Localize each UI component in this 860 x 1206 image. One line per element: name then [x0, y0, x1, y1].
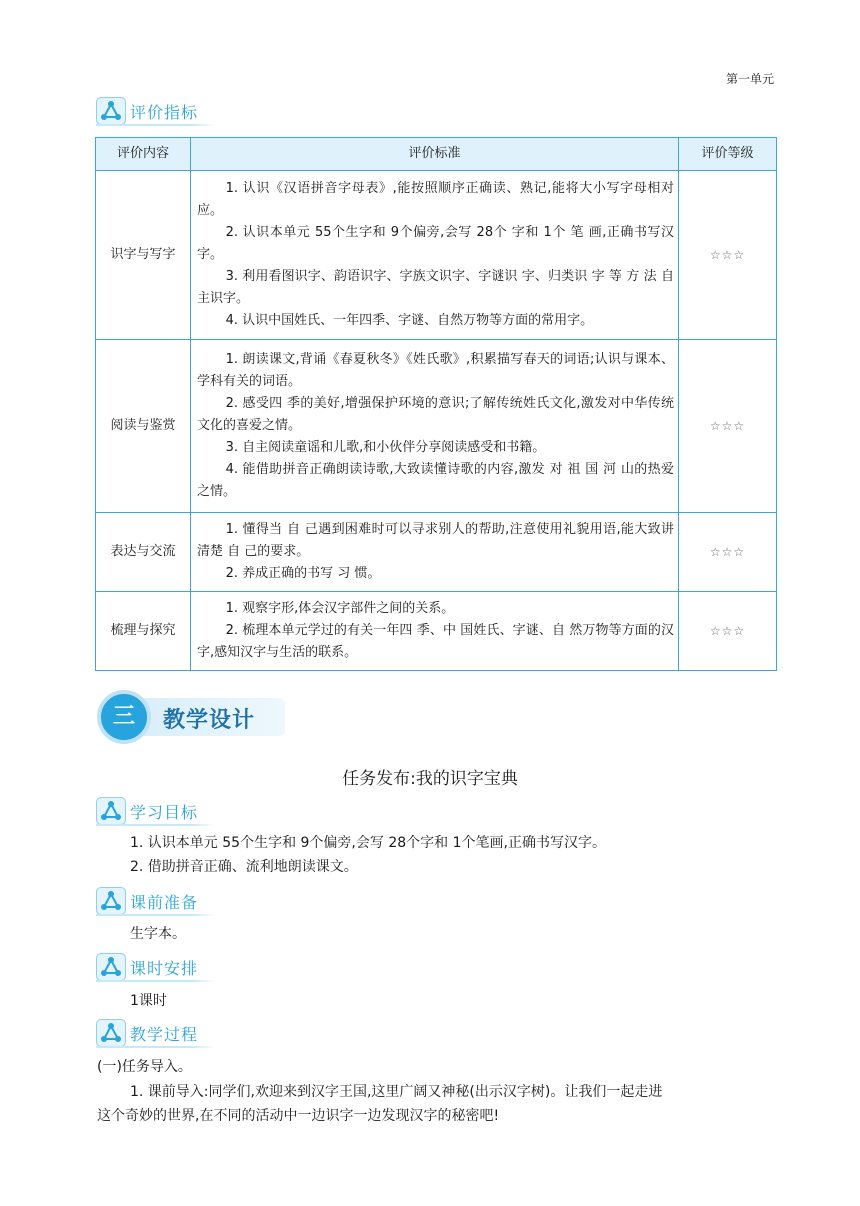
- heading-underline: [96, 824, 216, 826]
- col-header-content: 评价内容: [96, 138, 191, 171]
- hours-title: 课时安排: [130, 959, 199, 978]
- criterion: 2. 养成正确的书写 习 惯。: [225, 566, 381, 581]
- goal-item: 1. 认识本单元 55个生字和 9个偏旁,会写 28个字和 1个笔画,正确书写汉字。: [130, 835, 606, 851]
- row-category: 阅读与鉴赏: [96, 340, 191, 513]
- table-row: [96, 592, 777, 671]
- unit-label: 第一单元: [725, 72, 774, 86]
- task-title: 任务发布:我的识字宝典: [342, 769, 518, 789]
- row-criteria: [191, 171, 679, 340]
- criterion: 2. 梳理本单元学过的有关一年四 季、中 国姓氏、字谜、自 然万物等方面的汉字,感知汉字与生活的联系。: [197, 623, 674, 660]
- criterion: 3. 自主阅读童谣和儿歌,和小伙伴分享阅读感受和书籍。: [225, 440, 546, 455]
- criterion: 3. 利用看图识字、韵语识字、字族文识字、字谜识 字、归类识 字 等 方 法 自主识字。: [197, 269, 674, 306]
- evaluation-table: [95, 137, 777, 671]
- star-rating: ☆☆☆: [679, 592, 777, 671]
- goals-title: 学习目标: [130, 803, 199, 822]
- row-criteria: [191, 513, 679, 592]
- network-icon: [96, 797, 126, 825]
- process-title: 教学过程: [130, 1025, 199, 1044]
- heading-underline: [96, 124, 216, 126]
- heading-underline: [96, 980, 216, 982]
- star-rating: ☆☆☆: [679, 171, 777, 340]
- criterion: 1. 朗读课文,背诵《春夏秋冬》《姓氏歌》,积累描写春天的词语;认识与课本、学科有关的词语。: [197, 352, 674, 389]
- network-icon: [96, 97, 126, 125]
- table-header-row: [96, 138, 777, 171]
- row-criteria: [191, 340, 679, 513]
- hours-heading: [96, 953, 216, 983]
- col-header-grade: 评价等级: [679, 138, 777, 171]
- star-rating: ☆☆☆: [679, 513, 777, 592]
- criterion: 1. 认识《汉语拼音字母表》,能按照顺序正确读、熟记,能将大小写字母相对应。: [197, 181, 674, 218]
- goals-heading: [96, 797, 216, 827]
- prep-text: 生字本。: [130, 926, 186, 942]
- table-row: [96, 171, 777, 340]
- process-text-line: 1. 课前导入:同学们,欢迎来到汉字王国,这里广阔又神秘(出示汉字树)。让我们一起走进: [130, 1084, 663, 1100]
- criterion: 4. 能借助拼音正确朗读诗歌,大致读懂诗歌的内容,激发 对 祖 国 河 山的热爱之情。: [197, 462, 674, 499]
- process-text-line: 这个奇妙的世界,在不同的活动中一边识字一边发现汉字的秘密吧!: [97, 1108, 500, 1124]
- eval-section-heading: [96, 97, 216, 127]
- row-category: 识字与写字: [96, 171, 191, 340]
- criterion: 1. 懂得当 自 己遇到困难时可以寻求别人的帮助,注意使用礼貌用语,能大致讲清楚 自 己的要求。: [197, 522, 674, 559]
- network-icon: [96, 887, 126, 915]
- prep-heading: [96, 887, 216, 917]
- criterion: 2. 感受四 季的美好,增强保护环境的意识;了解传统姓氏文化,激发对中华传统文化的喜爱之情。: [197, 396, 674, 433]
- row-category: 表达与交流: [96, 513, 191, 592]
- row-category: 梳理与探究: [96, 592, 191, 671]
- network-icon: [96, 953, 126, 981]
- criterion: 2. 认识本单元 55个生字和 9个偏旁,会写 28个 字和 1个 笔 画,正确书写汉字。: [197, 225, 674, 262]
- criterion: 4. 认识中国姓氏、一年四季、字谜、自然万物等方面的常用字。: [225, 313, 594, 328]
- col-header-criteria: 评价标准: [191, 138, 679, 171]
- criterion: 1. 观察字形,体会汉字部件之间的关系。: [225, 601, 455, 616]
- table-row: [96, 340, 777, 513]
- prep-title: 课前准备: [130, 893, 199, 912]
- design-section-banner: [95, 686, 285, 750]
- network-icon: [96, 1019, 126, 1047]
- star-rating: ☆☆☆: [679, 340, 777, 513]
- table-row: [96, 513, 777, 592]
- eval-section-title: 评价指标: [130, 103, 199, 122]
- section-number-badge: 三: [97, 690, 151, 744]
- heading-underline: [96, 1046, 216, 1048]
- heading-underline: [96, 914, 216, 916]
- row-criteria: [191, 592, 679, 671]
- goal-item: 2. 借助拼音正确、流利地朗读课文。: [130, 859, 358, 875]
- process-heading: [96, 1019, 216, 1049]
- hours-text: 1课时: [130, 993, 167, 1009]
- design-section-title: 教学设计: [163, 708, 256, 733]
- process-step: (一)任务导入。: [97, 1059, 192, 1075]
